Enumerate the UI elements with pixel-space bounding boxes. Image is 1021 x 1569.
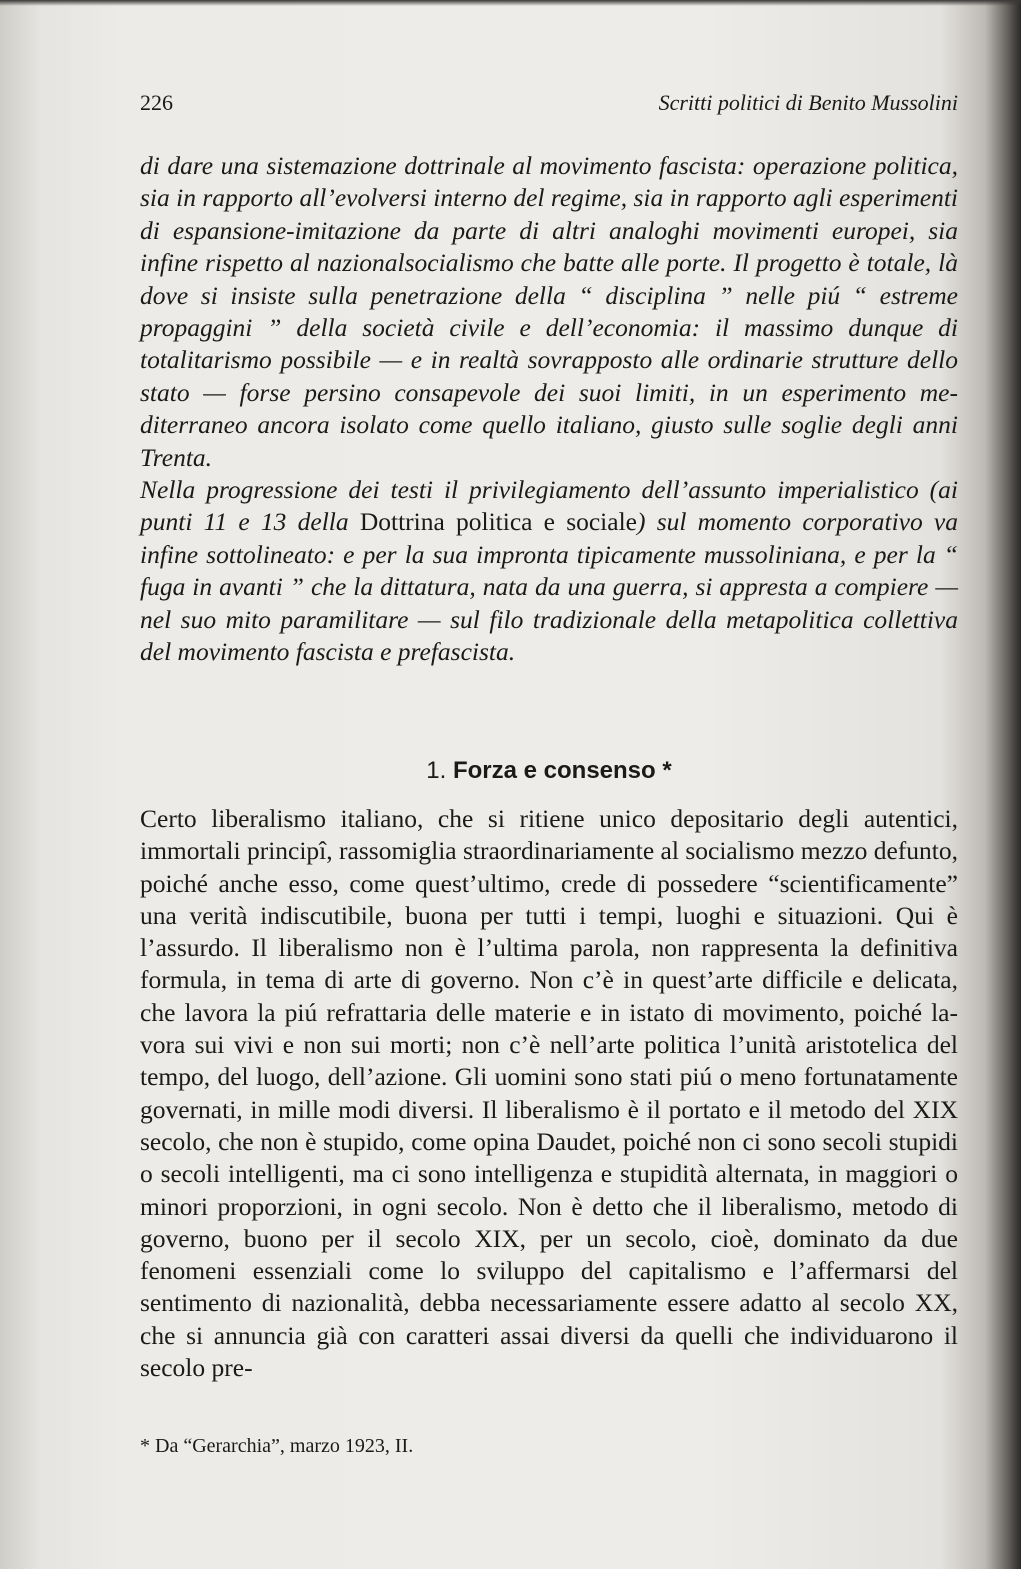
footnote-marker: *	[662, 757, 672, 784]
section-title: Forza e consenso	[452, 757, 656, 784]
running-title: Scritti politici di Benito Mussolini	[658, 90, 958, 115]
intro-paragraph-1: di dare una sistemazione dottrinale al movimento fascista: operazione politica, sia in rapporto all’evolversi interno del regime, sia in rapporto agli esperimenti di espansione-imitazione da parte di altri analoghi movimenti europei, sia infine rispetto al nazionalsocialismo che batte alle porte. Il progetto è totale, là dove si insiste sulla penetrazione della “ disciplina ” nelle piú “ estreme propaggini ” della società civile e dell’economia: il massimo dunque di totalitarismo possibile — e in realtà sovrapposto alle ordinarie strutture dello stato — forse persino consapevole dei suoi limiti, in un esperimento mediterraneo ancora isolato come quello italiano, giusto sulle soglie degli anni Trenta.	[140, 151, 958, 472]
footnote: * Da “Gerarchia”, marzo 1923, II.	[140, 1435, 414, 1457]
section-heading	[140, 756, 958, 786]
intro-paragraph-2-end: ) sul momento corporativo va infine sottolineato: e per la sua impronta tipicamente mussoliniana, e per la “ fuga in avanti ” che la dittatura, nata da una guerra, si appresta a compiere — nel suo mito paramilitare — sul filo tradizionale della metapolitica collettiva del movimento fascista e prefascista.	[140, 507, 958, 667]
work-title: Dottrina politica e sociale	[359, 507, 637, 537]
intro-paragraph-2	[140, 474, 958, 668]
introduction-text	[140, 150, 958, 669]
intro-paragraph-2-start: Nella progressione dei testi il privilegiamento dell’assunto imperialistico (ai punti 11 e 13 della	[140, 475, 958, 537]
page-number: 226	[140, 90, 173, 115]
body-text	[140, 803, 958, 1384]
page-header	[140, 88, 958, 118]
section-number: 1.	[426, 757, 447, 784]
body-paragraph: Certo liberalismo italiano, che si ritiene unico depositario degli autentici, immortali principî, rassomiglia straordinariamente al socialismo mezzo defunto, poiché anche esso, come quest’ultimo, crede di possedere “scientificamente” una verità indiscutibile, buona per tutti i tempi, luoghi e situazioni. Qui è l’assurdo. Il liberalismo non è l’ultima parola, non rappresenta la definitiva formula, in tema di arte di governo. Non c’è in quest’arte difficile e delicata, che lavora la piú refrattaria delle materie e in istato di movimento, poiché lavora sui vivi e non sui morti; non c’è nell’arte politica l’unità aristotelica del tempo, del luogo, dell’azione. Gli uomini sono stati piú o meno fortunatamente governati, in mille modi diversi. Il liberalismo è il portato e il metodo del XIX secolo, che non è stupido, come opina Daudet, poiché non ci sono secoli stupidi o secoli intelligenti, ma ci sono intelligenza e stupidità alternata, in maggiori o minori proporzioni, in ogni secolo. Non è detto che il liberalismo, metodo di governo, buono per il secolo XIX, per un secolo, cioè, dominato da due fenomeni essenziali come lo sviluppo del capitalismo e l’affermarsi del sentimento di nazionalità, debba necessariamente essere adatto al secolo XX, che si annuncia già con caratteri assai diversi da quelli che individuarono il secolo pre-	[140, 804, 958, 1383]
page-top-shadow	[0, 0, 1021, 6]
